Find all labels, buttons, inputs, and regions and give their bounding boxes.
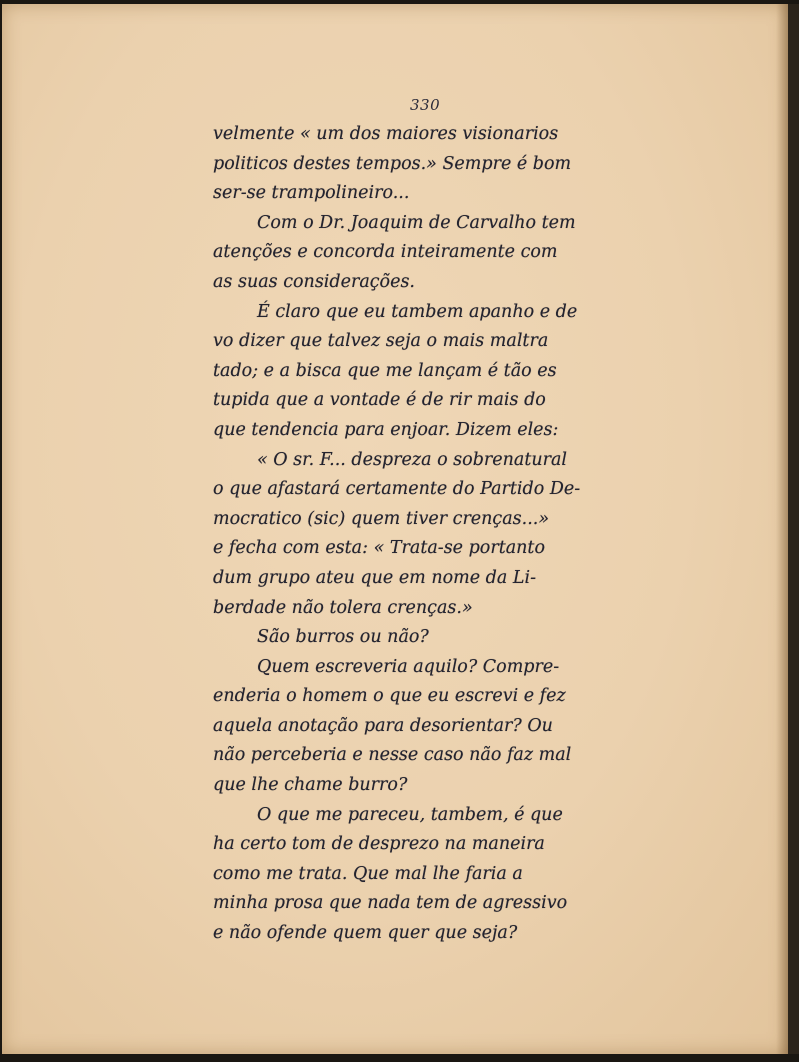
manuscript-line: Com o Dr. Joaquim de Carvalho tem xyxy=(257,212,576,233)
manuscript-line: « O sr. F... despreza o sobrenatural xyxy=(257,449,568,470)
manuscript-line: atenções e concorda inteiramente com xyxy=(213,242,558,263)
manuscript-line: aquela anotação para desorientar? Ou xyxy=(213,715,553,736)
page-number: 330 xyxy=(410,96,441,114)
manuscript-line: ser-se trampolineiro... xyxy=(213,183,410,204)
page-edge-shadow xyxy=(776,4,788,1054)
manuscript-line: São burros ou não? xyxy=(257,627,429,648)
manuscript-line: as suas considerações. xyxy=(213,271,415,292)
manuscript-line: que tendencia para enjoar. Dizem eles: xyxy=(213,419,559,440)
manuscript-line: berdade não tolera crenças.» xyxy=(213,597,473,618)
manuscript-line: O que me pareceu, tambem, é que xyxy=(257,804,563,825)
manuscript-line: como me trata. Que mal lhe faria a xyxy=(213,863,523,884)
manuscript-line: minha prosa que nada tem de agressivo xyxy=(213,893,568,914)
manuscript-line: enderia o homem o que eu escrevi e fez xyxy=(213,686,566,707)
manuscript-line: que lhe chame burro? xyxy=(213,775,408,796)
manuscript-line: e fecha com esta: « Trata-se portanto xyxy=(213,538,546,559)
manuscript-line: velmente « um dos maiores visionarios xyxy=(213,124,559,144)
manuscript-line: mocratico (sic) quem tiver crenças...» xyxy=(213,508,550,529)
manuscript-line: não perceberia e nesse caso não faz mal xyxy=(213,745,572,766)
manuscript-line: politicos destes tempos.» Sempre é bom xyxy=(213,153,572,174)
manuscript-line: Quem escreveria aquilo? Compre- xyxy=(257,656,560,677)
manuscript-line: e não ofende quem quer que seja? xyxy=(213,923,518,944)
manuscript-line: tupida que a vontade é de rir mais do xyxy=(213,390,546,411)
book-binding-edge xyxy=(788,4,799,1054)
manuscript-line: vo dizer que talvez seja o mais maltra xyxy=(213,331,549,352)
manuscript-line: ha certo tom de desprezo na maneira xyxy=(213,834,545,855)
manuscript-line: dum grupo ateu que em nome da Li- xyxy=(213,567,536,588)
manuscript-line: É claro que eu tambem apanho e de xyxy=(257,301,578,322)
manuscript-line: tado; e a bisca que me lançam é tão es xyxy=(213,360,557,381)
handwritten-text-block xyxy=(213,120,683,949)
manuscript-line: o que afastará certamente do Partido De- xyxy=(213,479,581,500)
